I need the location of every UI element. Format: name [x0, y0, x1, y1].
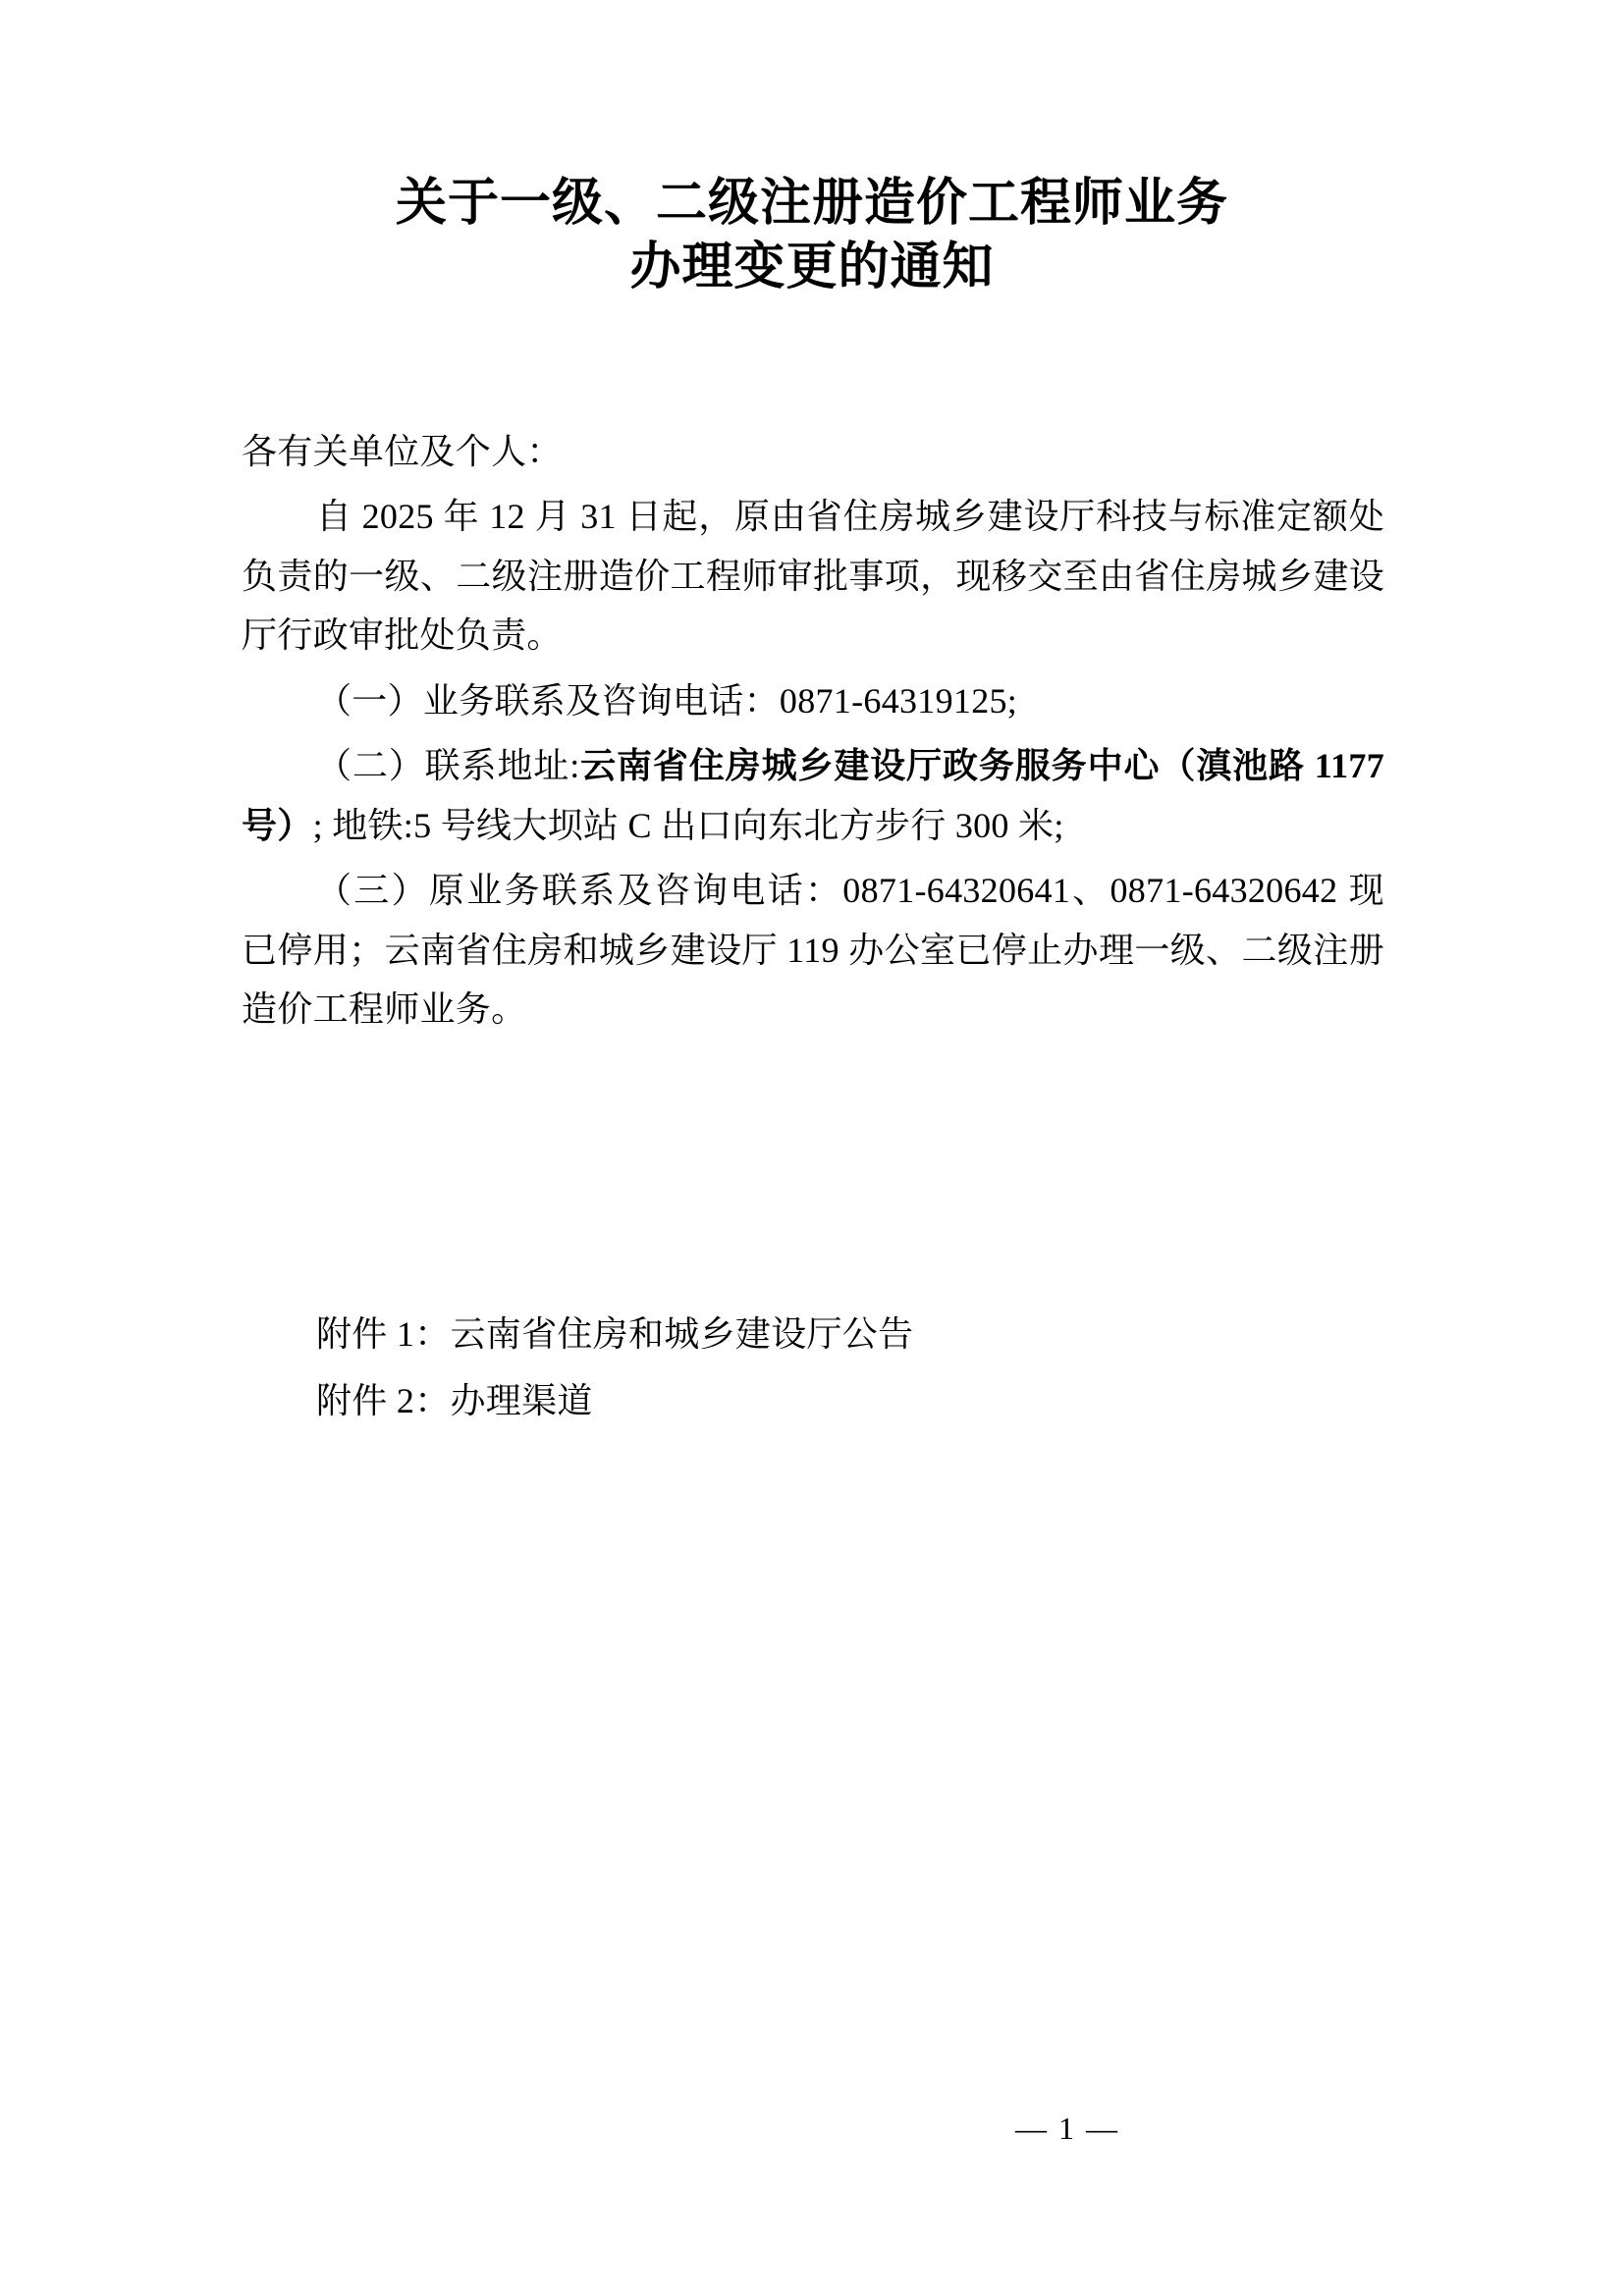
title-line-2: 办理变更的通知 — [629, 240, 995, 295]
title-line-1: 关于一级、二级注册造价工程师业务 — [395, 176, 1228, 232]
paragraph-item-two — [242, 736, 1384, 855]
item-two-address-bold: 云南省住房城乡建设厅政务服务中心（滇池路 1177 号） — [242, 746, 1385, 845]
attachment-item-1: 附件 1：云南省住房和城乡建设厅公告 — [316, 1314, 914, 1354]
attachment-list — [242, 1306, 1384, 1440]
page-number — [0, 2110, 1624, 2147]
item-two-suffix: ; 地铁:5 号线大坝站 C 出口向东北方步行 300 米; — [312, 805, 1064, 845]
page-title — [236, 172, 1388, 299]
paragraph-item-three: （三）原业务联系及咨询电话：0871-64320641、0871-64320642 现已停用；云南省住房和城乡建设厅 119 办公室已停止办理一级、二级注册造价工程师业务。 — [242, 871, 1384, 1030]
paragraph-item-one: （一）业务联系及咨询电话：0871-64319125; — [316, 680, 1018, 721]
paragraph-main: 自 2025 年 12 月 31 日起，原由省住房城乡建设厅科技与标准定额处负责的一级、二级注册造价工程师审批事项，现移交至由省住房城乡建设厅行政审批处负责。 — [242, 497, 1384, 656]
page-number-text: — 1 — — [1015, 2110, 1119, 2146]
attachment-item-2: 附件 2：办理渠道 — [316, 1381, 593, 1421]
item-two-prefix: （二）联系地址: — [316, 746, 580, 786]
document-body — [242, 422, 1384, 1045]
salutation: 各有关单位及个人： — [242, 432, 563, 471]
